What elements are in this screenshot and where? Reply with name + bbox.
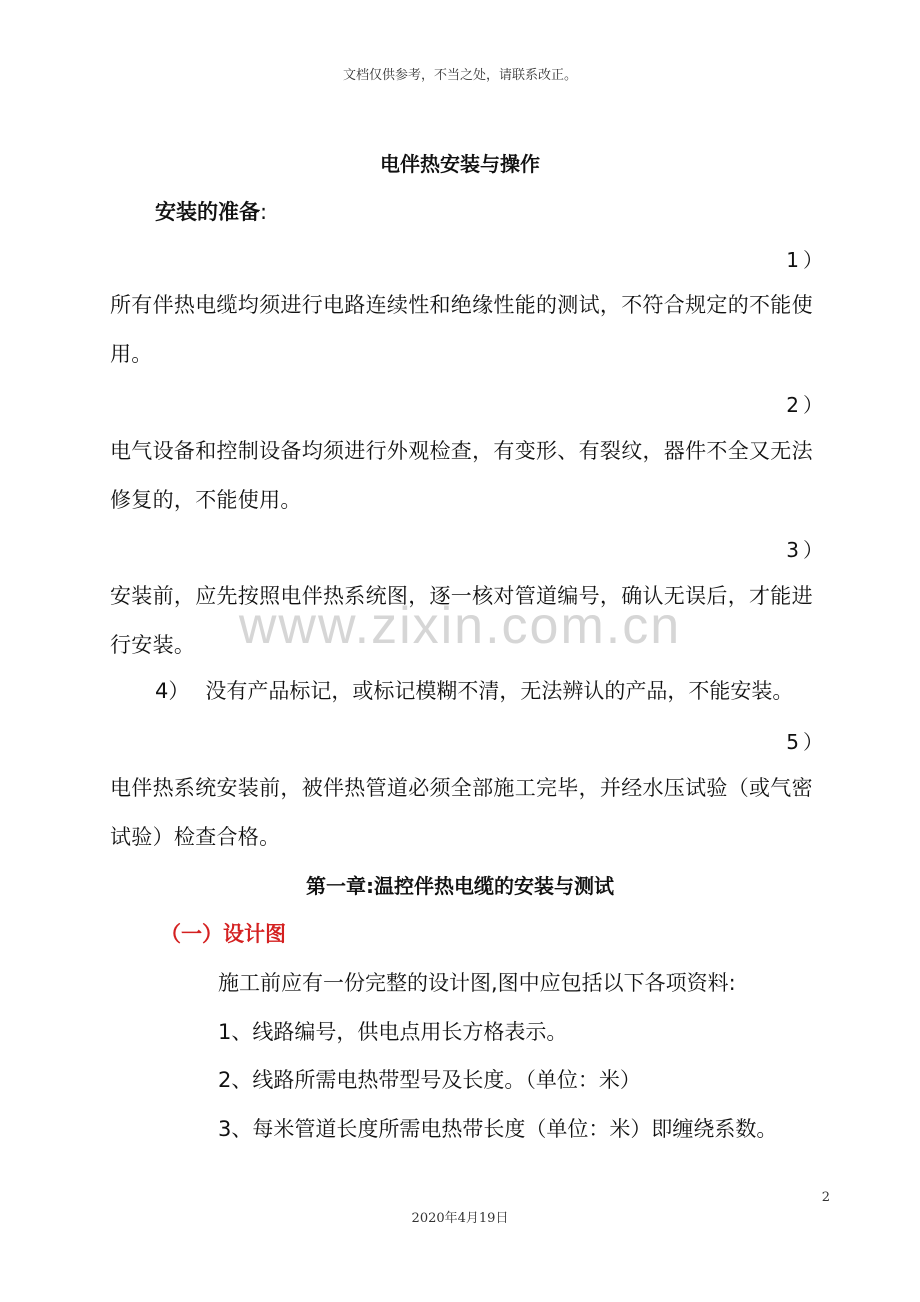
section-heading: （一）设计图 [160,922,286,946]
list-item-1: 1、线路编号，供电点用长方格表示。 [218,1020,568,1044]
footer-date: 2020年4月19日 [411,1211,509,1226]
item-2-number: 2） [786,393,827,417]
item-3-text: 安装前，应先按照电伴热系统图，逐一核对管道编号，确认无误后，才能进行安装。 [110,584,813,657]
item-4-number: 4） [155,679,190,703]
item-1-number: 1） [786,248,827,272]
chapter-title: 第一章:温控伴热电缆的安装与测试 [306,874,614,898]
item-4-text: 没有产品标记，或标记模糊不清，无法辨认的产品，不能安装。 [205,679,794,703]
item-5-number: 5） [786,730,827,754]
section-intro: 施工前应有一份完整的设计图,图中应包括以下各项资料: [218,971,736,995]
item-4 [155,675,793,705]
item-5-text: 电伴热系统安装前，被伴热管道必须全部施工完毕，并经水压试验（或气密试验）检查合格。 [110,776,813,849]
preparation-heading-text: 安装的准备 [155,200,260,224]
preparation-heading-colon: : [260,200,268,224]
header-note: 文档仅供参考，不当之处，请联系改正。 [342,68,577,83]
document-title: 电伴热安装与操作 [380,152,540,176]
page-number: 2 [821,1190,830,1205]
list-item-3: 3、每米管道长度所需电热带长度（单位：米）即缠绕系数。 [218,1117,778,1141]
item-3-number: 3） [786,538,827,562]
list-item-2: 2、线路所需电热带型号及长度。（单位：米） [218,1068,641,1092]
item-1-text: 所有伴热电缆均须进行电路连续性和绝缘性能的测试，不符合规定的不能使用。 [110,293,813,366]
watermark: www.zixin.com.cn [238,597,682,655]
preparation-heading [155,196,267,226]
item-2-text: 电气设备和控制设备均须进行外观检查，有变形、有裂纹，器件不全又无法修复的，不能使用。 [110,439,813,512]
